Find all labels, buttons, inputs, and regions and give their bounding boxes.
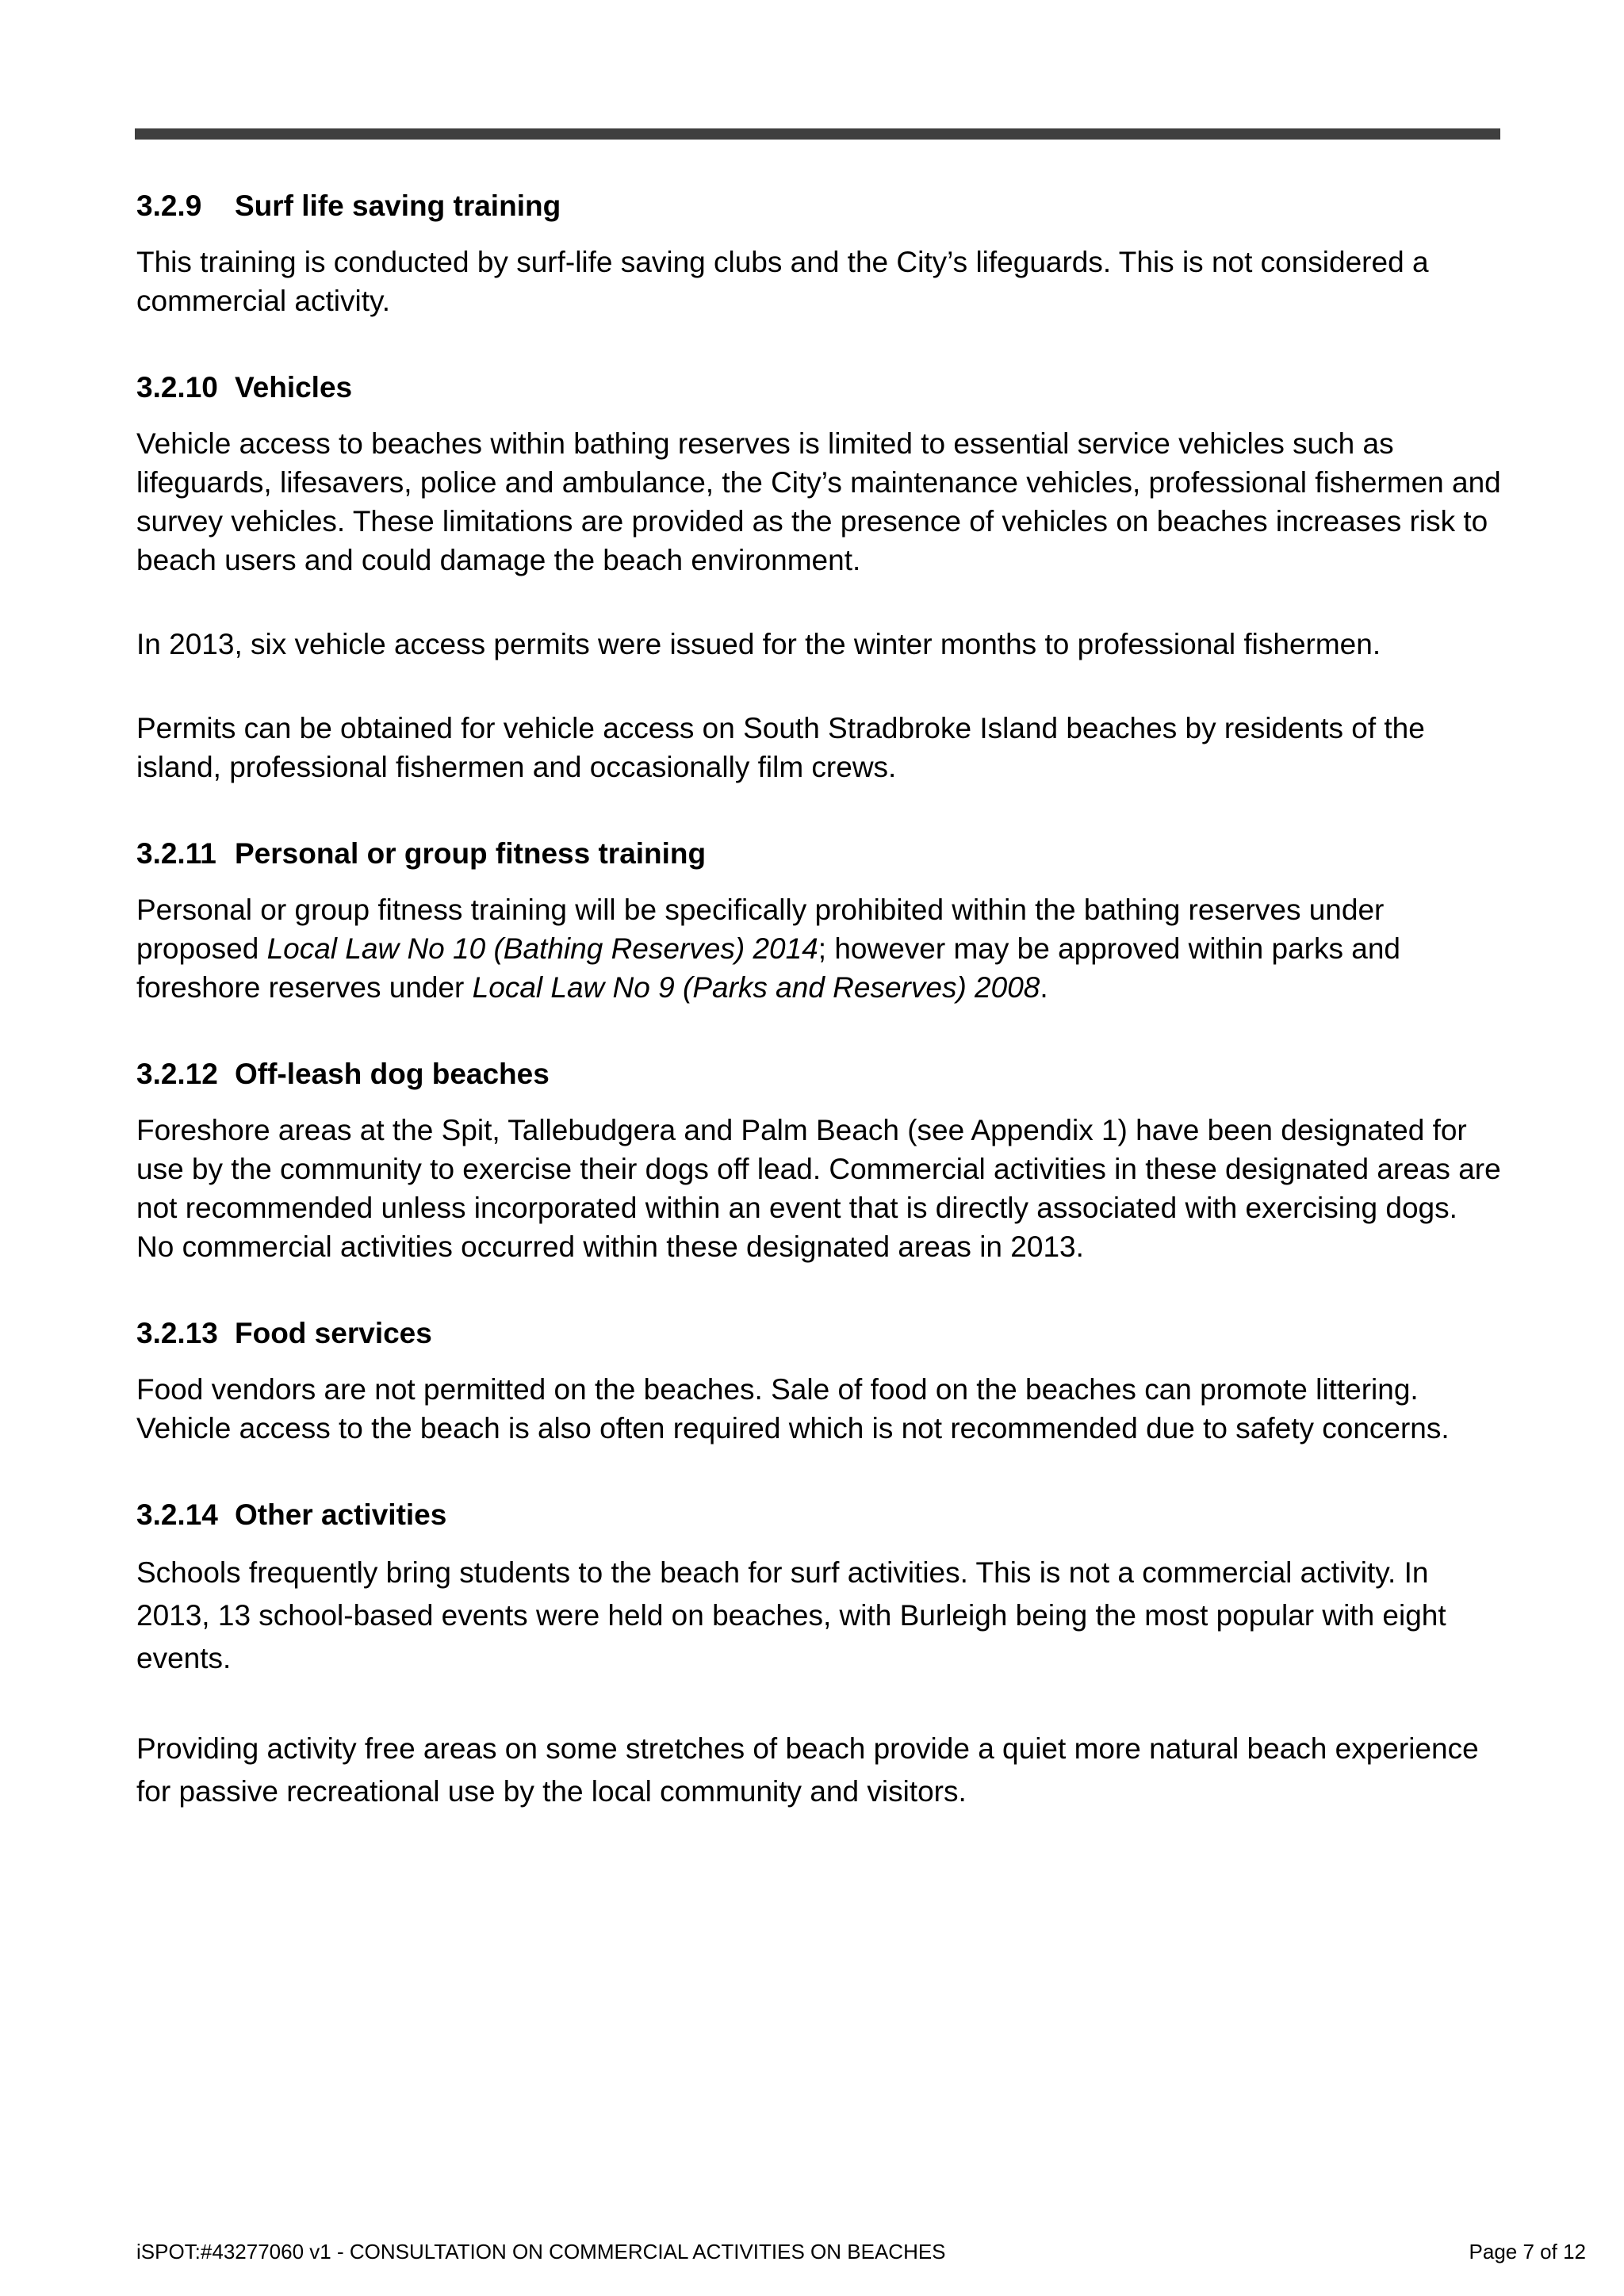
section-3-2-9: [136, 184, 1502, 320]
text-run: ; however may be approved within parks and foreshore reserves under: [136, 932, 1401, 1004]
section-heading: [136, 365, 1502, 410]
section-heading: [136, 1311, 1502, 1356]
section-heading: [136, 832, 1502, 876]
section-title: Vehicles: [235, 371, 353, 404]
section-3-2-11: [136, 832, 1502, 1007]
paragraph: Vehicle access to beaches within bathing reserves is limited to essential service vehicles such as lifeguards, lifesavers, police and ambulance, the City’s maintenance vehicles, professional fishermen and survey vehicles. These limitations are provided as the presence of vehicles on beaches increases risk to beach users and could damage the beach environment.: [136, 427, 1501, 576]
law-reference: Local Law No 9 (Parks and Reserves) 2008: [472, 971, 1040, 1004]
paragraph: Providing activity free areas on some stretches of beach provide a quiet more natural beach experience for passive recreational use by the local community and visitors.: [136, 1732, 1479, 1808]
section-number: 3.2.10: [136, 371, 218, 404]
text-run: Personal or group fitness training will be specifically prohibited within the bathing reserves under proposed: [136, 894, 1385, 965]
document-body: [136, 184, 1502, 1813]
section-3-2-12: [136, 1052, 1502, 1266]
section-number: 3.2.12: [136, 1058, 218, 1090]
section-title: Food services: [235, 1317, 432, 1349]
section-number: 3.2.14: [136, 1498, 218, 1531]
header-rule: [135, 128, 1500, 140]
section-heading: [136, 1493, 1502, 1537]
paragraph: In 2013, six vehicle access permits were issued for the winter months to professional fishermen.: [136, 628, 1381, 660]
section-heading: [136, 184, 1502, 228]
section-title: Off-leash dog beaches: [235, 1058, 550, 1090]
page-number: Page 7 of 12: [1469, 2240, 1586, 2263]
section-title: Surf life saving training: [235, 189, 561, 222]
paragraph: Schools frequently bring students to the beach for surf activities. This is not a commercial activity. In 2013, 13 school-based events were held on beaches, with Burleigh being the most popular with eight events.: [136, 1556, 1446, 1674]
section-number: 3.2.13: [136, 1317, 218, 1349]
paragraph: Permits can be obtained for vehicle access on South Stradbroke Island beaches by residents of the island, professional fishermen and occasionally film crews.: [136, 712, 1425, 783]
paragraph: [136, 890, 1502, 1007]
section-3-2-14: [136, 1493, 1502, 1813]
document-reference: iSPOT:#43277060 v1 - CONSULTATION ON COMMERCIAL ACTIVITIES ON BEACHES: [136, 2240, 946, 2263]
text-run: .: [1040, 971, 1048, 1004]
paragraph: This training is conducted by surf-life saving clubs and the City’s lifeguards. This is not considered a commercial activity.: [136, 246, 1429, 317]
paragraph: Food vendors are not permitted on the beaches. Sale of food on the beaches can promote littering. Vehicle access to the beach is also often required which is not recommended due to safety concerns.: [136, 1373, 1450, 1445]
section-title: Other activities: [235, 1498, 447, 1531]
section-3-2-10: [136, 365, 1502, 786]
section-number: 3.2.9: [136, 189, 202, 222]
law-reference: Local Law No 10 (Bathing Reserves) 2014: [266, 932, 818, 965]
section-3-2-13: [136, 1311, 1502, 1448]
page-footer: [136, 2239, 1586, 2264]
paragraph: Foreshore areas at the Spit, Tallebudgera and Palm Beach (see Appendix 1) have been designated for use by the community to exercise their dogs off lead. Commercial activities in these designated areas are not recommended unless incorporated within an event that is directly associated with exercising dogs. No commercial activities occurred within these designated areas in 2013.: [136, 1114, 1501, 1263]
section-title: Personal or group fitness training: [235, 837, 707, 870]
section-heading: [136, 1052, 1502, 1096]
section-number: 3.2.11: [136, 837, 216, 870]
